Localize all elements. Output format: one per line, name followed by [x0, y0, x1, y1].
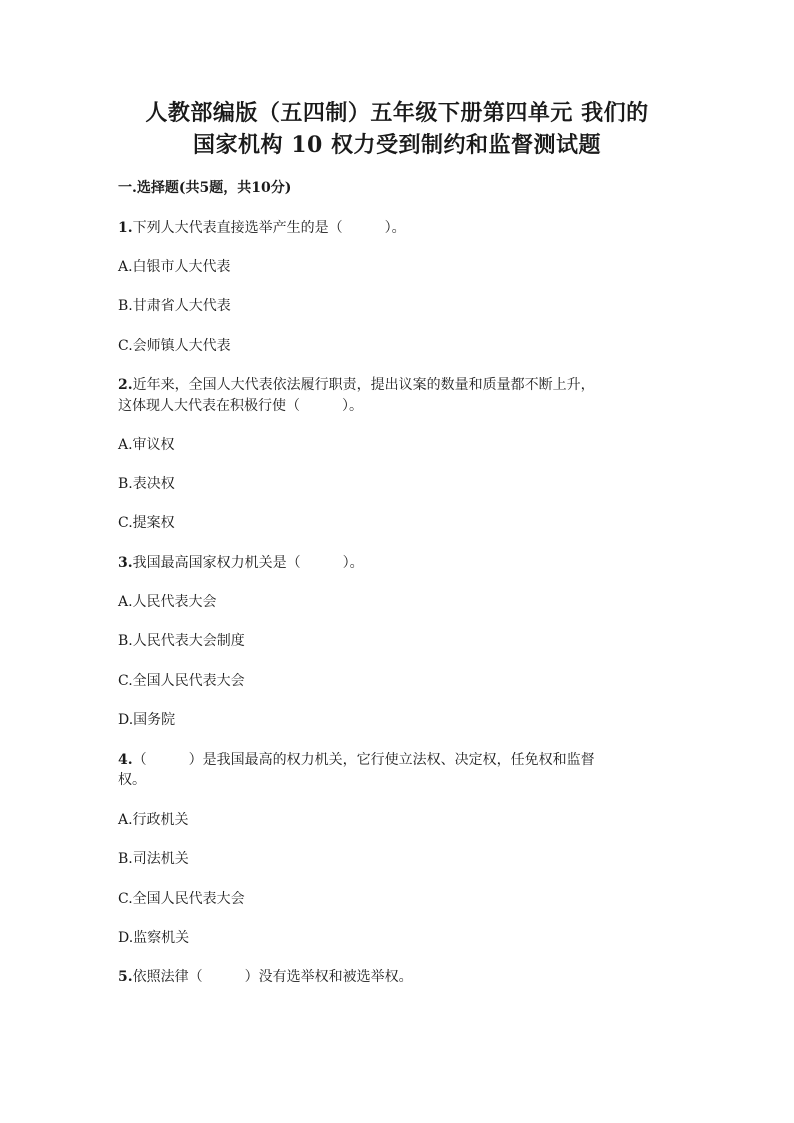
document-title-line-1: 人教部编版（五四制）五年级下册第四单元 我们的 [145, 100, 649, 126]
question-3-option-a: A.人民代表大会 [118, 594, 217, 610]
question-4-option-a: A.行政机关 [118, 812, 189, 828]
question-1-text: 下列人大代表直接选举产生的是（ ）。 [132, 220, 406, 236]
question-3-option-c: C.全国人民代表大会 [118, 673, 245, 689]
question-2-text-line-1: 近年来，全国人大代表依法履行职责，提出议案的数量和质量都不断上升， [132, 377, 595, 393]
question-2-option-b: B.表决权 [118, 476, 175, 492]
question-4-number: 4. [118, 752, 133, 768]
question-2-option-c: C.提案权 [118, 515, 175, 531]
question-5-text: 依照法律（ ）没有选举权和被选举权。 [132, 969, 413, 985]
question-1-option-c: C.会师镇人大代表 [118, 338, 231, 354]
question-2-text-line-2: 这体现人大代表在积极行使（ ）。 [118, 398, 363, 414]
question-4-text-line-2: 权。 [118, 772, 146, 788]
question-2-stem [118, 375, 595, 395]
question-4-text-line-1: （ ）是我国最高的权力机关，它行使立法权、决定权，任免权和监督 [132, 752, 595, 768]
question-5-number: 5. [118, 969, 133, 985]
question-4-stem [118, 750, 595, 770]
question-3-number: 3. [118, 555, 133, 571]
question-2-number: 2. [118, 377, 133, 393]
section-heading: 一.选择题(共5题，共10分) [118, 180, 292, 196]
question-3-option-b: B.人民代表大会制度 [118, 633, 245, 649]
question-3-text: 我国最高国家权力机关是（ ）。 [132, 555, 364, 571]
question-1-option-b: B.甘肃省人大代表 [118, 298, 231, 314]
question-1-number: 1. [118, 220, 133, 236]
question-2-option-a: A.审议权 [118, 437, 175, 453]
question-4-option-d: D.监察机关 [118, 930, 190, 946]
question-4-option-c: C.全国人民代表大会 [118, 891, 245, 907]
document-title-line-2: 国家机构 10 权力受到制约和监督测试题 [193, 132, 601, 158]
question-1-stem [118, 218, 406, 238]
question-1-option-a: A.白银市人大代表 [118, 259, 231, 275]
question-3-stem [118, 553, 364, 573]
question-5-stem [118, 967, 413, 987]
question-3-option-d: D.国务院 [118, 712, 176, 728]
question-4-option-b: B.司法机关 [118, 851, 189, 867]
